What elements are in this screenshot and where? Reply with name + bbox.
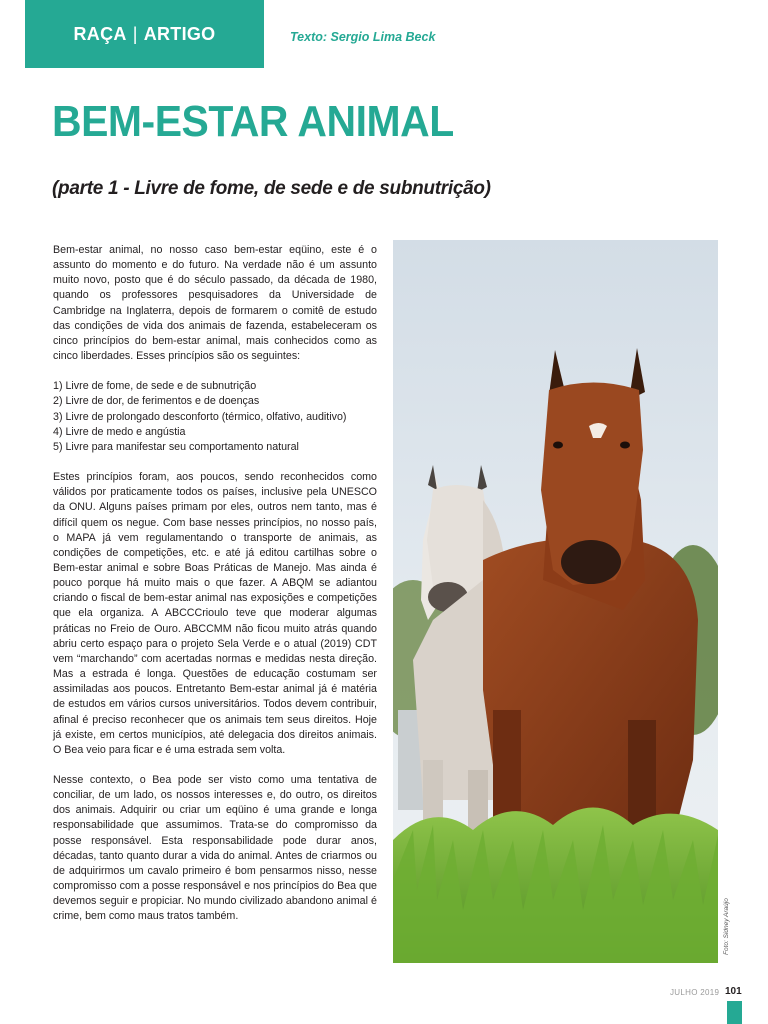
page-number: 101 (725, 986, 742, 997)
issue-date: JULHO 2019 (670, 988, 720, 997)
body-paragraph-2: Estes princípios foram, aos poucos, sendo reconhecidos como válidos por praticamente todos os países, inclusive pela UNESCO da ONU. Alguns países primam por eles, outros nem tanto, mas é difícil quem os negue. Com base nesses princípios, no nosso país, o MAPA já vem regulamentando o transporte de animais, as condições de competições, etc. e até já editou cartilhas sobre o Bem-estar animal e sobre Boas Práticas de Manejo. Mas ainda é pouco porque há muito mais o que fazer. A ABQM se adiantou criando o fiscal de bem-estar animal nas exposições e competições que ela organiza. A ABCCCrioulo teve que moderar algumas práticas no Freio de Ouro. ABCCMM não ficou muito atrás quando abriu certo espaço para o projeto Sela Verde e o atual (2019) CDT vem “marchando” com acertadas normas e medidas nesta direção. Mas a estrada é longa. Questões de educação costumam ser assimiladas aos poucos. Entretanto Bem-estar animal já é matéria de estudos em vários cursos universitários. Todos devem contribuir, afinal é preciso reconhecer que os animais tem seus direitos. Hoje já existe, em certos municípios, até delegacia dos direitos animais. O Bea veio para ficar e é uma estrada sem volta. (53, 471, 377, 756)
category-label: ARTIGO (143, 23, 216, 44)
article-subtitle: (parte 1 - Livre de fome, de sede e de subnutrição) (52, 178, 491, 199)
section-label: RAÇA (73, 23, 127, 44)
article-title: BEM-ESTAR ANIMAL (52, 97, 454, 146)
photo-credit: Foto: Sidney Araújo (723, 898, 730, 955)
intro-paragraph: Bem-estar animal, no nosso caso bem-estar eqüino, este é o assunto do momento e do futuro. Na verdade não é um assunto muito novo, posto que é do século passado, da década de 1980, quando os professores pesquisadores da Universidade de Cambridge na Inglaterra, depois de formarem o comitê de estudo das condições de vida dos animais de fazenda, estabeleceram os cinco princípios do bem-estar animal, mais conhecidos como as cinco liberdades. Esses princípios são os seguintes: (53, 244, 377, 363)
article-body (53, 243, 377, 940)
section-header-tab (25, 0, 264, 68)
horses-photo (393, 240, 718, 963)
principle-item: 3) Livre de prolongado desconforto (térmico, olfativo, auditivo) (53, 410, 347, 423)
body-paragraph-3: Nesse contexto, o Bea pode ser visto como uma tentativa de conciliar, de um lado, os nossos interesses e, do outro, os direitos dos animais. Adquirir ou criar um eqüino é uma grande e longa responsabilidade que assumimos. Trata-se do compromisso da posse responsável. Esta responsabilidade pode durar anos, décadas, tanto quanto durar a vida do animal. Antes de criarmos ou de adquirirmos um cavalo primeiro é bom pensarmos nisso, nesse compromisso com a posse responsável e nos princípios do Bea que devemos seguir e propiciar. No mundo civilizado abandono animal é crime, bem como maus tratos também. (53, 774, 377, 923)
principle-item: 2) Livre de dor, de ferimentos e de doenças (53, 395, 260, 408)
author-byline: Texto: Sergio Lima Beck (290, 30, 436, 44)
principles-list (53, 379, 377, 455)
principle-item: 5) Livre para manifestar seu comportamento natural (53, 440, 299, 453)
principle-item: 1) Livre de fome, de sede e de subnutrição (53, 380, 257, 393)
principle-item: 4) Livre de medo e angústia (53, 425, 186, 438)
page-accent-bar (727, 1001, 742, 1024)
section-separator: | (132, 23, 138, 44)
